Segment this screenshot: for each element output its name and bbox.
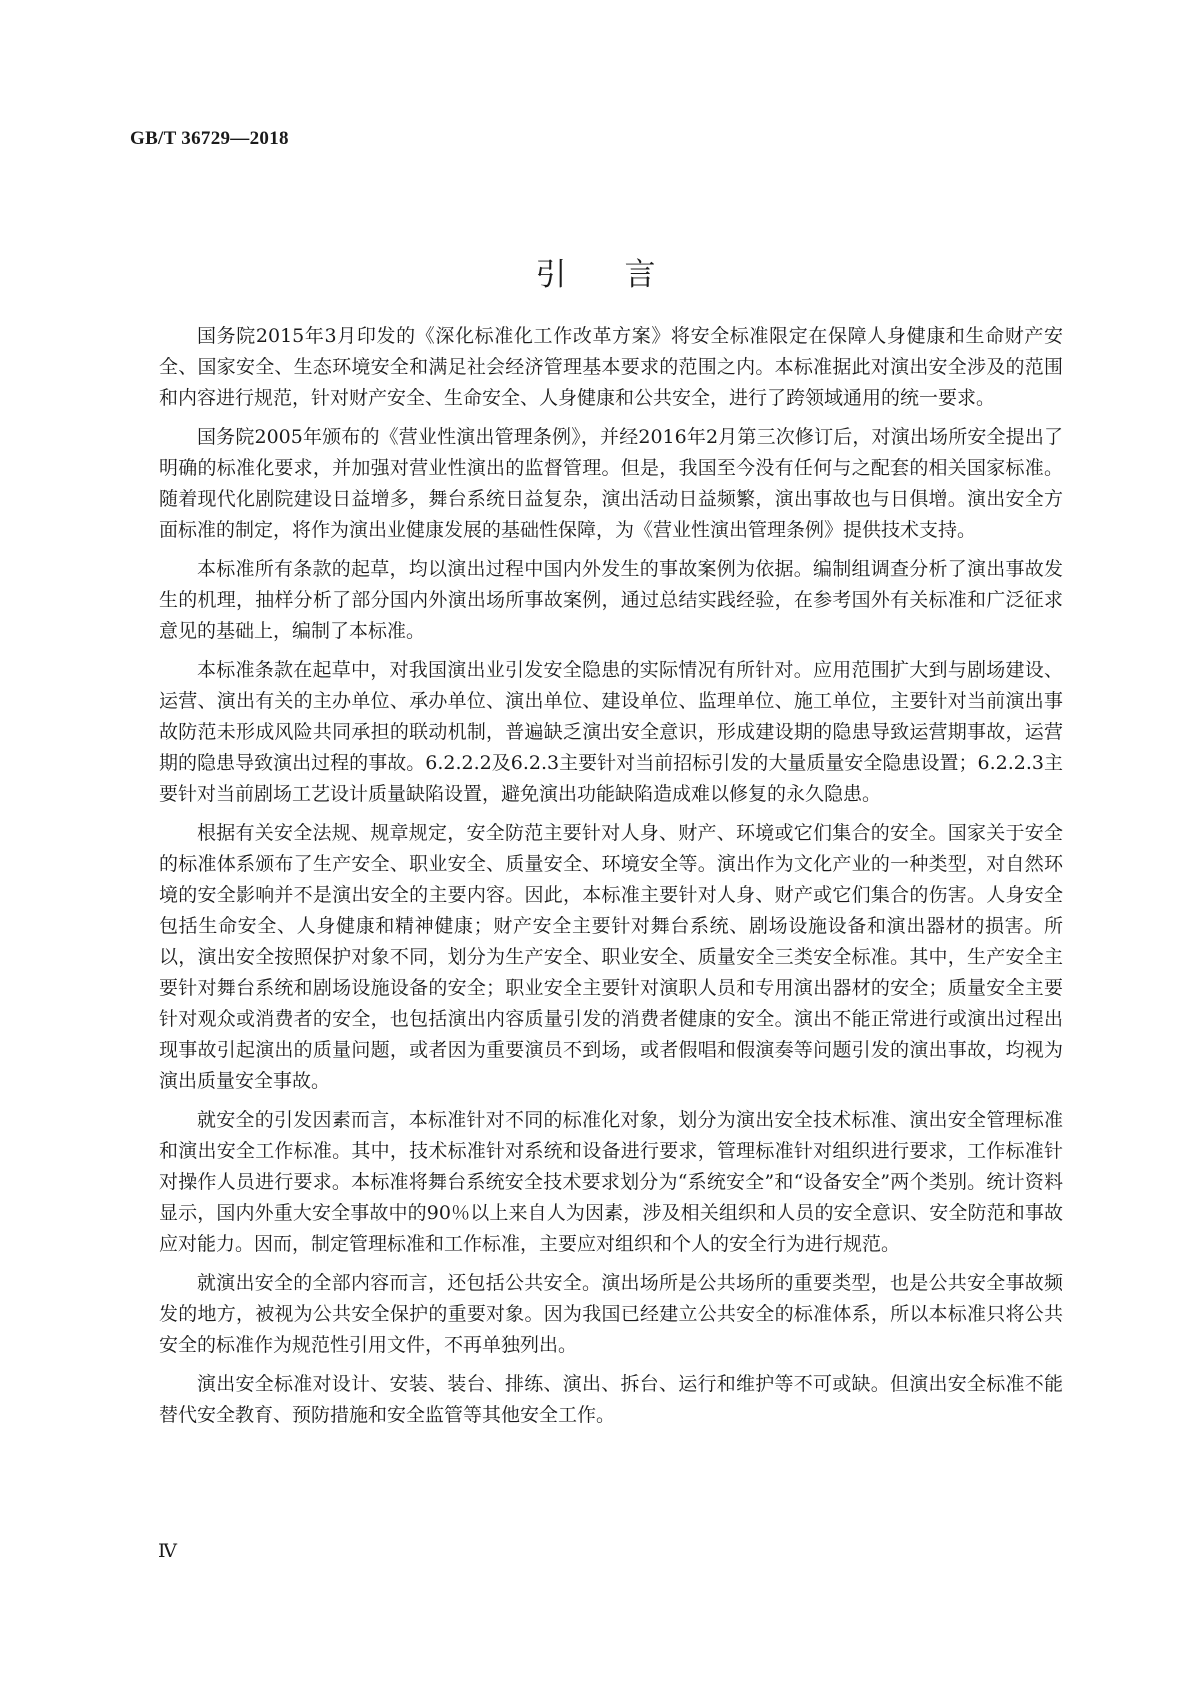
paragraph: 国务院2015年3月印发的《深化标准化工作改革方案》将安全标准限定在保障人身健康和生命财产安全、国家安全、生态环境安全和满足社会经济管理基本要求的范围之内。本标准据此对演出安全涉及的范围和内容进行规范，针对财产安全、生命安全、人身健康和公共安全，进行了跨领域通用的统一要求。 (159, 325, 1063, 409)
standard-code: GB/T 36729—2018 (130, 128, 289, 149)
paragraph: 本标准条款在起草中，对我国演出业引发安全隐患的实际情况有所针对。应用范围扩大到与剧场建设、运营、演出有关的主办单位、承办单位、演出单位、建设单位、监理单位、施工单位，主要针对当前演出事故防范未形成风险共同承担的联动机制，普遍缺乏演出安全意识，形成建设期的隐患导致运营期事故，运营期的隐患导致演出过程的事故。6.2.2.2及6.2.3主要针对当前招标引发的大量质量安全隐患设置；6.2.2.3主要针对当前剧场工艺设计质量缺陷设置，避免演出功能缺陷造成难以修复的永久隐患。 (159, 659, 1063, 805)
paragraph: 国务院2005年颁布的《营业性演出管理条例》，并经2016年2月第三次修订后，对演出场所安全提出了明确的标准化要求，并加强对营业性演出的监督管理。但是，我国至今没有任何与之配套的相关国家标准。随着现代化剧院建设日益增多，舞台系统日益复杂，演出活动日益频繁，演出事故也与日俱增。演出安全方面标准的制定，将作为演出业健康发展的基础性保障，为《营业性演出管理条例》提供技术支持。 (159, 426, 1063, 541)
paragraph: 就安全的引发因素而言，本标准针对不同的标准化对象，划分为演出安全技术标准、演出安全管理标准和演出安全工作标准。其中，技术标准针对系统和设备进行要求，管理标准针对组织进行要求，工作标准针对操作人员进行要求。本标准将舞台系统安全技术要求划分为“系统安全”和“设备安全”两个类别。统计资料显示，国内外重大安全事故中的90％以上来自人为因素，涉及相关组织和人员的安全意识、安全防范和事故应对能力。因而，制定管理标准和工作标准，主要应对组织和个人的安全行为进行规范。 (159, 1109, 1063, 1255)
paragraph: 本标准所有条款的起草，均以演出过程中国内外发生的事故案例为依据。编制组调查分析了演出事故发生的机理，抽样分析了部分国内外演出场所事故案例，通过总结实践经验，在参考国外有关标准和广泛征求意见的基础上，编制了本标准。 (159, 558, 1063, 642)
paragraph: 演出安全标准对设计、安装、装台、排练、演出、拆台、运行和维护等不可或缺。但演出安全标准不能替代安全教育、预防措施和安全监管等其他安全工作。 (159, 1373, 1063, 1426)
paragraph: 就演出安全的全部内容而言，还包括公共安全。演出场所是公共场所的重要类型，也是公共安全事故频发的地方，被视为公共安全保护的重要对象。因为我国已经建立公共安全的标准体系，所以本标准只将公共安全的标准作为规范性引用文件，不再单独列出。 (159, 1272, 1063, 1356)
page-number: Ⅳ (158, 1541, 177, 1562)
introduction-body (159, 321, 1063, 1439)
page-title: 引言 (535, 256, 714, 293)
paragraph: 根据有关安全法规、规章规定，安全防范主要针对人身、财产、环境或它们集合的安全。国家关于安全的标准体系颁布了生产安全、职业安全、质量安全、环境安全等。演出作为文化产业的一种类型，对自然环境的安全影响并不是演出安全的主要内容。因此，本标准主要针对人身、财产或它们集合的伤害。人身安全包括生命安全、人身健康和精神健康；财产安全主要针对舞台系统、剧场设施设备和演出器材的损害。所以，演出安全按照保护对象不同，划分为生产安全、职业安全、质量安全三类安全标准。其中，生产安全主要针对舞台系统和剧场设施设备的安全；职业安全主要针对演职人员和专用演出器材的安全；质量安全主要针对观众或消费者的安全，也包括演出内容质量引发的消费者健康的安全。演出不能正常进行或演出过程出现事故引起演出的质量问题，或者因为重要演员不到场，或者假唱和假演奏等问题引发的演出事故，均视为演出质量安全事故。 (159, 822, 1063, 1092)
